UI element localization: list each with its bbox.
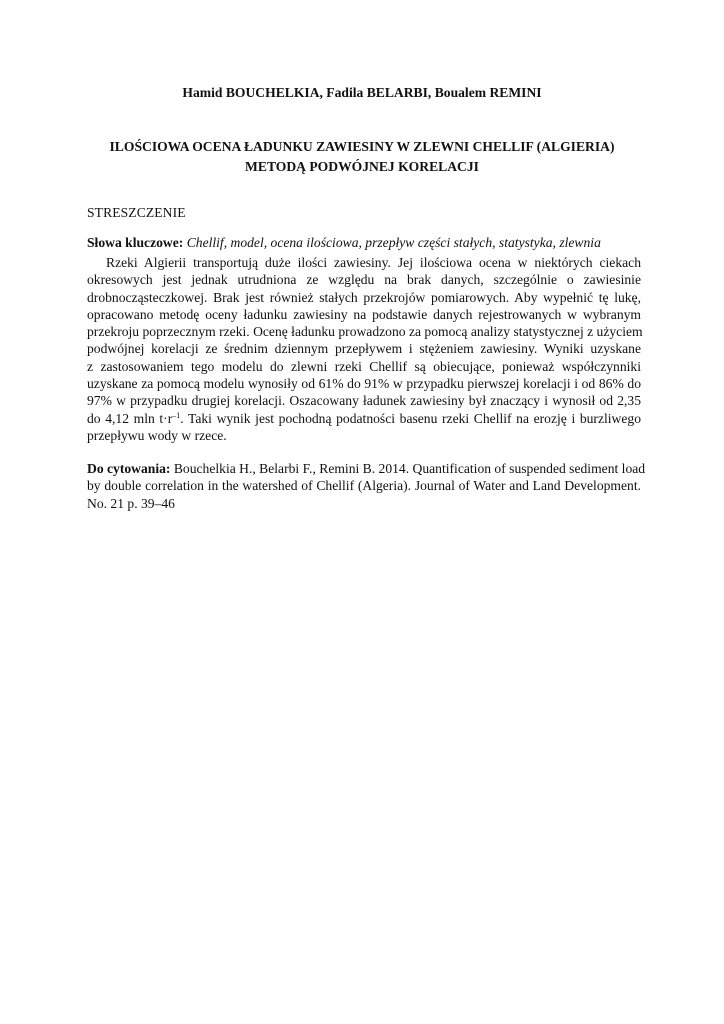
abstract-line: Rzeki Algierii transportują duże ilości zawiesiny. Jej ilościowa ocena w niektórych ciekach <box>106 255 641 270</box>
citation-label: Do cytowania: <box>87 461 171 476</box>
citation-line <box>87 460 646 477</box>
section-heading-abstract: STRESZCZENIE <box>87 205 186 220</box>
paper-title <box>80 137 644 177</box>
citation-block <box>87 460 646 512</box>
abstract-line: z zastosowaniem tego modelu do zlewni rzeki Chellif są obiecujące, ponieważ współczynniki <box>87 358 641 374</box>
abstract-line: przekroju poprzecznym rzeki. Ocenę ładunku prowadzono za pomocą analizy statystycznej z użyciem <box>87 324 643 340</box>
keywords <box>87 234 643 252</box>
abstract-line: okresowych jest jednak utrudniona ze względu na brak danych, szczególnie o zawiesinie <box>87 272 641 288</box>
abstract-line: przepływu wody w rzece. <box>87 427 227 443</box>
abstract-text: . Taki wynik jest pochodną podatności basenu rzeki Chellif na erozję i burzliwego <box>180 410 641 426</box>
unit-exponent: –1 <box>172 410 181 420</box>
keywords-label: Słowa kluczowe: <box>87 235 184 250</box>
abstract-line: drobnocząsteczkowej. Brak jest również stałych przekrojów pomiarowych. Aby wypełnić tę lukę, <box>87 289 641 305</box>
citation-text: Bouchelkia H., Belarbi F., Remini B. 2014. Quantification of suspended sediment load <box>170 461 646 476</box>
paper-title-line-1: ILOŚCIOWA OCENA ŁADUNKU ZAWIESINY W ZLEWNI CHELLIF (ALGIERIA) <box>109 139 615 154</box>
authors: Hamid BOUCHELKIA, Fadila BELARBI, Boualem REMINI <box>182 85 542 100</box>
citation-line: No. 21 p. 39–46 <box>87 495 175 511</box>
abstract-line-with-unit <box>87 410 641 427</box>
citation-line: by double correlation in the watershed of Chellif (Algeria). Journal of Water and Land Development. <box>87 478 641 494</box>
abstract-line: opracowano metodę oceny ładunku zawiesiny na podstawie danych rejestrowanych w wybranym <box>87 306 641 322</box>
abstract-body <box>87 254 641 444</box>
abstract-line: podwójnej korelacji ze średnim dziennym przepływem i stężeniem zawiesiny. Wyniki uzyskane <box>87 341 641 357</box>
abstract-text: do 4,12 mln t·r <box>87 410 173 426</box>
abstract-line: uzyskane za pomocą modelu wynosiły od 61% do 91% w przypadku pierwszej korelacji i od 86% do <box>87 376 641 392</box>
abstract-line: 97% w przypadku drugiej korelacji. Oszacowany ładunek zawiesiny był znaczący i wynosił od 2,35 <box>87 393 641 409</box>
paper-title-line-2: METODĄ PODWÓJNEJ KORELACJI <box>245 159 479 174</box>
keywords-value: Chellif, model, ocena ilościowa, przepływ części stałych, statystyka, zlewnia <box>186 235 601 250</box>
